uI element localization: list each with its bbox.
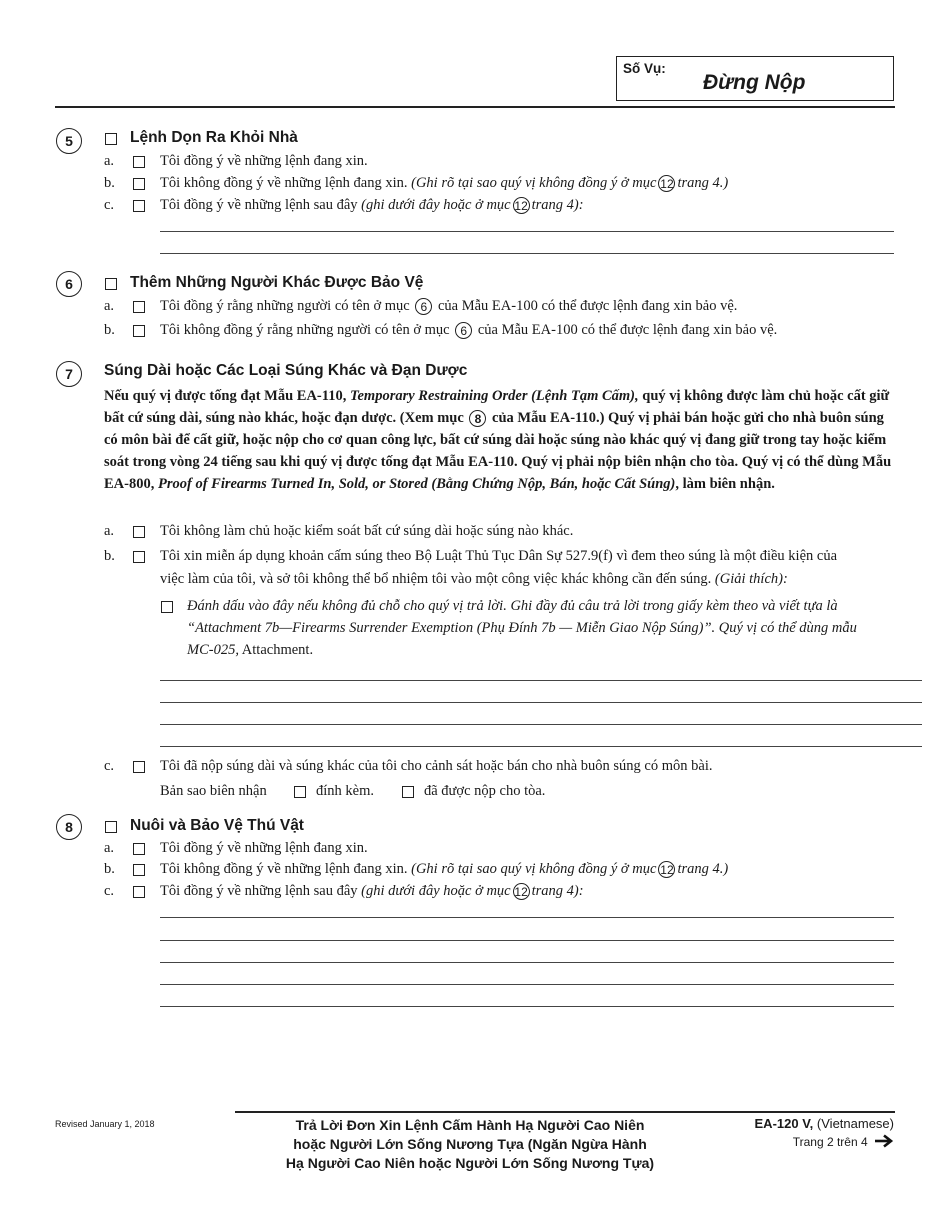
item-letter: c. [104,758,115,774]
header-divider [55,106,895,108]
item-ref-number: 12 [514,885,528,899]
section-8c-answer-line[interactable] [160,984,894,985]
receipt-filed-checkbox[interactable] [402,786,414,798]
section-6b-checkbox[interactable] [133,325,145,337]
section-5a-text: Tôi đồng ý về những lệnh đang xin. [160,153,368,169]
page-number: Trang 2 trên 4 [792,1135,868,1149]
item-letter: b. [104,861,115,877]
section-5b-text: Tôi không đồng ý về những lệnh đang xin. (Ghi rõ tại sao quý vị không đồng ý ở mục 12 trang 4.) [160,175,729,191]
section-8b-text: Tôi không đồng ý về những lệnh đang xin. (Ghi rõ tại sao quý vị không đồng ý ở mục 12 trang 4.) [160,861,729,877]
section-8b-checkbox[interactable] [133,864,145,876]
section-6-title: Thêm Những Người Khác Được Bảo Vệ [130,274,424,291]
item-letter: a. [104,298,115,314]
item-ref-number: 6 [455,322,472,339]
form-title [240,1116,700,1173]
section-8c-text: Tôi đồng ý về những lệnh sau đây (ghi dưới đây hoặc ở mục 12 trang 4): [160,883,584,899]
section-8c-answer-line[interactable] [160,917,894,918]
section-6a-text: Tôi đồng ý rằng những người có tên ở mục 6 của Mẫu EA-100 có thể được lệnh đang xin bảo vệ. [160,298,738,314]
section-7-number: 7 [56,361,82,387]
item-letter: c. [104,883,115,899]
section-8-checkbox[interactable] [105,821,117,833]
section-7c-text: Tôi đã nộp súng dài và súng khác của tôi cho cảnh sát hoặc bán cho nhà buôn súng có môn bài. [160,758,713,774]
item-ref-number: 12 [660,177,674,191]
attachment-7b-line1: Đánh dấu vào đây nếu không đủ chỗ cho quý vị trả lời. Ghi đầy đủ câu trả lời trong giấy kèm theo và viết tựa là [187,598,838,614]
arrow-right-icon[interactable] [874,1134,894,1148]
section-6b-text: Tôi không đồng ý rằng những người có tên ở mục 6 của Mẫu EA-100 có thể được lệnh đang xin bảo vệ. [160,322,778,338]
section-7a-text: Tôi không làm chủ hoặc kiểm soát bất cứ súng dài hoặc súng nào khác. [160,523,574,539]
section-7-title: Súng Dài hoặc Các Loại Súng Khác và Đạn Dược [104,362,468,379]
section-8a-text: Tôi đồng ý về những lệnh đang xin. [160,840,368,856]
case-number-label: Số Vụ: [623,61,666,76]
section-7b-answer-line[interactable] [160,680,922,681]
section-5c-answer-line[interactable] [160,231,894,232]
section-8c-answer-line[interactable] [160,1006,894,1007]
item-letter: a. [104,523,115,539]
section-7b-text-line2: việc làm của tôi, và sở tôi không thể bổ nhiệm tôi vào một công việc khác không cần đến súng. (Giải thích): [160,571,788,587]
item-ref-number: 6 [415,298,432,315]
item-letter: b. [104,322,115,338]
form-id: EA-120 V, (Vietnamese) [754,1116,894,1131]
section-5c-answer-line[interactable] [160,253,894,254]
item-letter: b. [104,548,115,564]
section-5a-checkbox[interactable] [133,156,145,168]
section-5c-text: Tôi đồng ý về những lệnh sau đây (ghi dưới đây hoặc ở mục 12 trang 4): [160,197,584,213]
section-8c-answer-line[interactable] [160,940,894,941]
section-8c-answer-line[interactable] [160,962,894,963]
receipt-attached-checkbox[interactable] [294,786,306,798]
section-7b-checkbox[interactable] [133,551,145,563]
section-7c-checkbox[interactable] [133,761,145,773]
attachment-7b-line3: MC-025, Attachment. [187,642,314,658]
case-number-value: Đừng Nộp [703,71,806,94]
section-6-checkbox[interactable] [105,278,117,290]
revised-date: Revised January 1, 2018 [55,1119,155,1129]
footer-divider [235,1111,895,1113]
section-7b-answer-line[interactable] [160,746,922,747]
item-ref-number: 12 [514,199,528,213]
section-5b-checkbox[interactable] [133,178,145,190]
section-6-number: 6 [56,271,82,297]
form-title-line2: hoặc Người Lớn Sống Nương Tựa (Ngăn Ngừa Hành [293,1136,647,1152]
section-8-number: 8 [56,814,82,840]
item-ref-number: 8 [469,410,486,427]
section-7b-text-line1: Tôi xin miễn áp dụng khoản cấm súng theo Bộ Luật Thủ Tục Dân Sự 527.9(f) vì đem theo súng là một điều kiện của [160,548,838,564]
item-letter: b. [104,175,115,191]
section-8-title: Nuôi và Bảo Vệ Thú Vật [130,817,304,834]
section-6a-checkbox[interactable] [133,301,145,313]
form-title-line3: Hạ Người Cao Niên hoặc Người Lớn Sống Nương Tựa) [285,1155,655,1171]
item-letter: c. [104,197,115,213]
section-7-instructions: Nếu quý vị được tống đạt Mẫu EA-110, Temporary Restraining Order (Lệnh Tạm Cấm), quý vị không được làm chủ hoặc cất giữ bất cứ súng dài, súng nào khác, hoặc đạn dược. (Xem mục 8 của Mẫu EA-110.) Quý vị phải bán hoặc gửi cho nhà buôn súng có môn bài để cất giữ, hoặc nộp cho cơ quan công lực, bất cứ súng dài hoặc súng nào khác quý vị đang giữ trong tay hoặc kiểm soát trong vòng 24 tiếng sau khi quý vị được tống đạt Mẫu EA-110. Quý vị phải nộp biên nhận cho tòa. Quý vị có thể dùng Mẫu EA-800, Proof of Firearms Turned In, Sold, or Stored (Bằng Chứng Nộp, Bán, hoặc Cất Súng), làm biên nhận. [104,388,892,492]
section-5-number: 5 [56,128,82,154]
item-letter: a. [104,840,115,856]
section-8c-checkbox[interactable] [133,886,145,898]
section-5-title: Lệnh Dọn Ra Khỏi Nhà [130,129,298,146]
case-number-box [616,56,894,101]
section-8a-checkbox[interactable] [133,843,145,855]
item-ref-number: 12 [660,863,674,877]
page-indicator [793,1134,894,1149]
item-letter: a. [104,153,115,169]
receipt-attached-label: đính kèm. [316,783,374,799]
form-title-line1: Trả Lời Đơn Xin Lệnh Cấm Hành Hạ Người Cao Niên [295,1117,645,1133]
section-5c-checkbox[interactable] [133,200,145,212]
section-7a-checkbox[interactable] [133,526,145,538]
receipt-filed-label: đã được nộp cho tòa. [424,783,546,799]
attachment-7b-checkbox[interactable] [161,601,173,613]
section-7b-answer-line[interactable] [160,724,922,725]
receipt-label: Bản sao biên nhận [160,783,267,799]
section-5-checkbox[interactable] [105,133,117,145]
attachment-7b-line2: “Attachment 7b—Firearms Surrender Exemption (Phụ Đính 7b — Miễn Giao Nộp Súng)”. Quý vị có thể dùng mẫu [187,620,857,636]
section-7b-answer-line[interactable] [160,702,922,703]
